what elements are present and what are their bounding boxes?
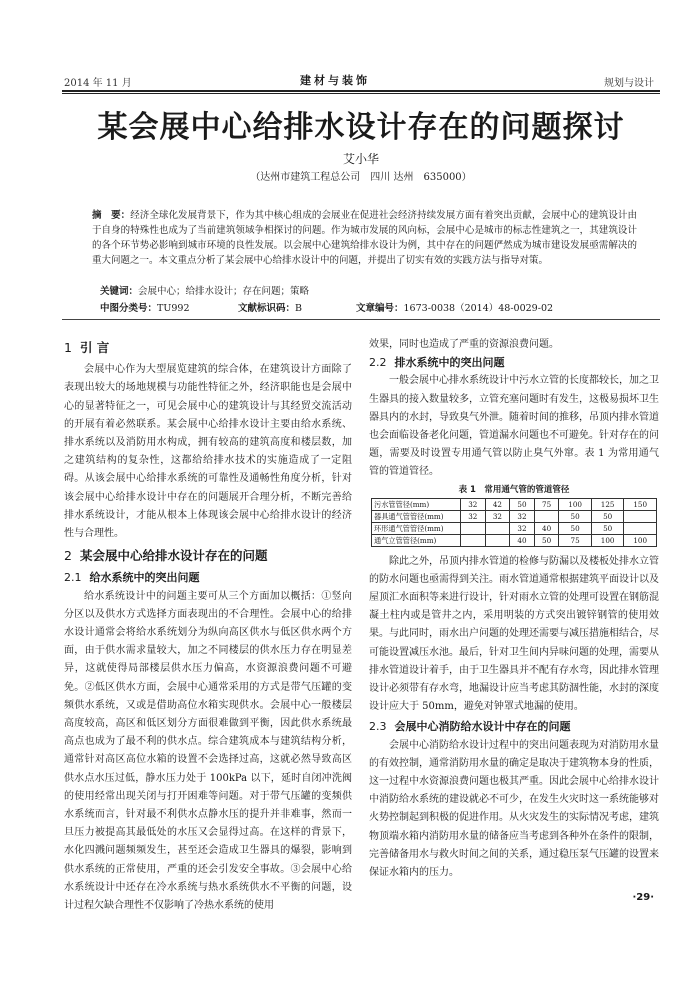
article-author: 艾小华 [342,152,379,166]
right-column [369,336,659,882]
section-1-paragraph: 会展中心作为大型展览建筑的综合体，在建筑设计方面除了表现出较大的场地规模与功能性特征之外，经济职能也是会展中心的显著特征之一，可见会展中心的建筑设计与其经贸交流活动的开展有着必然联系。某会展中心给排水设计主要由给水系统、排水系统以及消防用水构成，拥有较高的建筑高度和楼层数，加之建筑结构的复杂性，这都给给排水技术的实施造成了一定阻碍。从该会展中心给排水系统的可靠性及通畅性角度分析，针对该会展中心给排水设计中存在的问题展开合理分析，不断完善给排水系统设计，才能从根本上体现该会展中心给排水设计的经济性与合理性。 [64,364,352,540]
section-1-heading: 1 引 言 [64,340,110,355]
table-row [372,510,657,522]
article-no-value: 1673-0038（2014）48-0029-02 [403,303,554,314]
table-cell: 50 [534,534,559,546]
table-cell: 40 [510,534,535,546]
table-cell [485,522,510,534]
table-row-label: 环形通气管管径(mm) [372,522,461,534]
running-header-journal: 建材与装饰 [300,74,370,87]
abstract-text: 经济全球化发展背景下，作为其中核心组成的会展业在促进社会经济持续发展方面有着突出贡献，会展中心的建筑设计由于自身的特殊性也成为了当前建筑领域争相探讨的问题。作为城市发展的风向标，会展中心是城市的标志性建筑之一，其建筑设计的各个环节势必影响到城市环境的良性发展。以会展中心建筑给排水设计为例，其中存在的问题俨然成为城市建设发展亟需解决的重大问题之一。本文重点分析了某会展中心给排水设计中的问题，并提出了切实有效的实践方法与指导对策。 [92,210,637,266]
section-2-3-heading: 2.3 会展中心消防给水设计中存在的问题 [369,720,571,734]
table-cell: 100 [591,534,624,546]
table-cell: 125 [591,498,624,510]
table-cell: 32 [510,510,535,522]
table-cell: 50 [591,510,624,522]
keywords [100,283,309,297]
table-1 [371,498,657,547]
section-2-heading: 2 某会展中心给排水设计存在的问题 [64,548,268,564]
table-1-caption: 表 1 常用通气管的管道管径 [458,484,570,495]
table-cell: 32 [510,522,535,534]
keywords-text: 会展中心；给排水设计；存在问题；策略 [138,286,310,297]
page-number: ·29· [632,892,654,903]
table-cell: 32 [461,510,486,522]
clc-value: TU992 [157,303,190,314]
left-column [64,336,352,915]
table-cell: 100 [624,534,657,546]
table-cell: 50 [559,510,592,522]
table-cell: 32 [461,498,486,510]
keywords-label: 关键词： [100,286,139,297]
abstract-label: 摘 要： [92,210,131,221]
section-2-1-paragraph: 给水系统设计中的问题主要可从三个方面加以概括：①竖向分区以及供水方式选择方面表现出的不合理性。会展中心的给排水设计通常会将给水系统划分为纵向高区供水与低区供水两个方面，由于供水需求量较大，加之不同楼层的供水压力存在明显差异，这就使得局部楼层供水压力偏高，水资源浪费问题不可避免。②低区供水方面，会展中心通常采用的方式是带气压罐的变频供水系统，又或是借助高位水箱实现供水。会展中心一般楼层高度较高，高区和低区划分方面很难做到平衡，因此供水系统最高点也成为了最不利的供水点。综合建筑成本与建筑结构分析，通常针对高区高位水箱的设置不会选择过高，这就必然导致高区供水点水压过低，静水压力处于 100kPa 以下，延时自闭冲洗阀的使用经常出现关闭与打开困难等问题。对于带气压罐的变频供水系统而言，针对最不利供水点静水压的提升并非难事，然而一旦压力被提高其最低处的水压又会显得过高。在这样的背景下，水化四溅问题频频发生，甚至还会造成卫生器具的爆裂，影响到供水系统的正常使用，严重的还会引发安全事故。③会展中心给水系统设计中还存在冷水系统与热水系统供水不平衡的问题，设计过程欠缺合理性不仅影响了冷热水系统的使用 [64,590,352,912]
table-row [372,534,657,546]
running-header-date: 2014 年 11 月 [64,78,132,89]
clc-label: 中图分类号： [100,303,158,314]
body-rule [62,319,660,320]
table-row-label: 器具通气管管径(mm) [372,510,461,522]
table-cell: 75 [534,498,559,510]
table-row [372,522,657,534]
table-cell [485,534,510,546]
table-cell: 50 [559,522,592,534]
table-cell: 40 [534,522,559,534]
table-row-label: 污水管管径(mm) [372,498,461,510]
table-cell: 100 [559,498,592,510]
article-affiliation: （达州市建筑工程总公司 四川 达州 635000） [250,172,472,183]
clc [100,300,190,314]
table-cell: 32 [485,510,510,522]
doc-code [238,300,302,314]
table-cell [461,534,486,546]
table-cell [624,510,657,522]
section-2-2-heading: 2.2 排水系统中的突出问题 [369,356,505,370]
table-cell: 75 [559,534,592,546]
doc-code-label: 文献标识码： [238,303,296,314]
article-title: 某会展中心给排水设计存在的问题探讨 [97,110,625,145]
table-cell: 42 [485,498,510,510]
running-header-section: 规划与设计 [604,78,654,89]
table-cell [461,522,486,534]
article-number [356,300,553,314]
table-row [372,498,657,510]
continued-paragraph: 效果，同时也造成了严重的资源浪费问题。 [369,339,559,350]
abstract [92,208,637,268]
header-rule-thin [62,93,660,94]
header-rule [62,90,660,92]
section-2-1-heading: 2.1 给水系统中的突出问题 [64,571,200,585]
section-2-2-paragraph: 一般会展中心排水系统设计中污水立管的长度都较长，加之卫生器具的接入数量较多，立管充塞问题时有发生，这极易损坏卫生器具内的水封，导致臭气外泄。随着时间的推移，吊顶内排水管道也会面临设备老化问题，管道漏水问题也不可避免。针对存在的问题，需要及时设置专用通气管以防止臭气外窜。表 1 为常用通气管的管道管径。 [369,375,659,478]
article-no-label: 文章编号： [356,303,404,314]
table-cell: 50 [510,498,535,510]
doc-code-value: B [295,303,302,314]
section-2-2-paragraph-2: 除此之外，吊顶内排水管道的检修与防漏以及楼板处排水立管的防水问题也亟需得到关注。雨水管道通常根据建筑平面设计以及屋顶汇水面积等来进行设计，针对雨水立管的处理可设置在钢筋混凝土柱内或是管井之内，采用明装的方式突出镀锌钢管的使用效果。与此同时，雨水出户问题的处理还需要与减压措施相结合，尽可能设置减压水池。最后，针对卫生间内异味问题的处理，需要从排水管道设计着手，由于卫生器具并不配有存水弯，因此排水管理设计必须带有存水弯，地漏设计应当考虑其防涸性能，水封的深度设计应大于 50mm，避免对钟罩式地漏的使用。 [369,555,659,713]
table-row-label: 通气立管管径(mm) [372,534,461,546]
table-cell [624,522,657,534]
table-cell: 150 [624,498,657,510]
table-cell: 50 [591,522,624,534]
section-2-3-paragraph: 会展中心消防给水设计过程中的突出问题表现为对消防用水量的有效控制，通常消防用水量的确定是取决于建筑物本身的性质，这一过程中水资源浪费问题也极其严重。因此会展中心给排水设计中消防给水系统的建设就必不可少，在发生火灾时这一系统能够对火势控制起到积极的促进作用。从火灾发生的实际情况考虑，建筑物顶端水箱内消防用水量的储备应当考虑到各种外在条件的限制，完善储备用水与救火时间之间的关系，通过稳压泵气压罐的设置来保证水箱内的压力。 [369,739,659,879]
table-cell [534,510,559,522]
